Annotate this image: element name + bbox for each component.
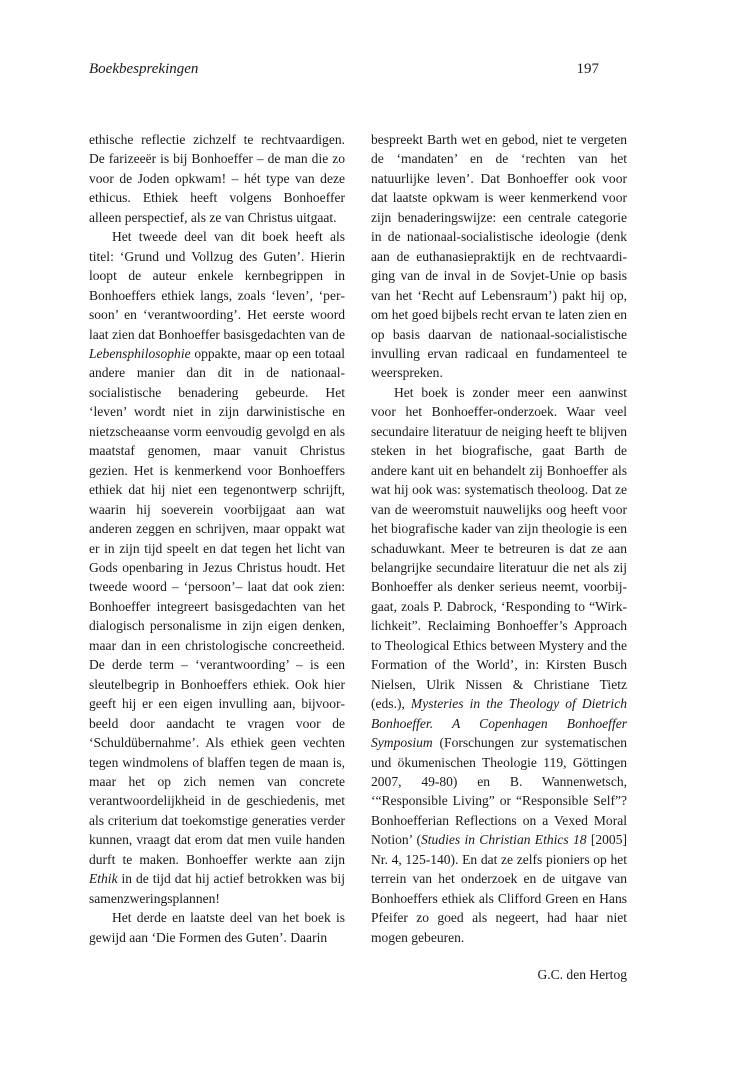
author-signature: G.C. den Hertog [537,967,627,983]
right-p2-text-c: [2005] Nr. 4, 125-140). En dat ze zelfs pioniers op het terrein van het onderzoek en de uitgave van Bonhoeffers ethiek als Clifford Green en Hans Pfeifer zo goed als negeert, had haar niet mogen gebeuren. [371,832,627,945]
section-title: Boekbesprekingen [89,61,199,77]
right-paragraph-1: bespreekt Barth wet en gebod, niet te vergeten de ‘mandaten’ en de ‘rechten van het natuurlijke leven’. Dat Bonhoeffer ook voor dat laatste opkwam is weer kenmerkend voor zijn benaderingswijze: een centrale categorie in de nationaal-socialistische ideologie (denk aan de euthanasiepraktijk en de rechtvaardiging van de inval in de Sovjet-Unie op basis van het ‘Recht auf Lebensraum’) pakt hij op, om het goed bijbels recht ervan te laten zien en op basis daarvan de nationaal-socialistische invulling ervan radicaal en fundamenteel te weerspreken. [371,132,627,381]
right-p2-text-a: Het boek is zonder meer een aanwinst voor het Bonhoeffer-onderzoek. Waar veel secundaire literatuur de neiging heeft te blijven steken in het biografische, gaat Barth de andere kant uit en behandelt zij Bonhoeffer als wat hij ook was: systematisch theoloog. Dat ze van de weeromstuit nauwelijks oog heeft voor het biografische kader van zijn theologie is een schaduwkant. Meer te betreuren is dat ze aan belangrijke secundaire literatuur die net als zij Bonhoeffer als denker serieus neemt, voorbijgaat, zoals P. Dabrock, ‘Responding to “Wirklichkeit”. Reclaiming Bonhoeffer’s Approach to Theological Ethics between Mystery and the Formation of the World’, in: Kirsten Busch Nielsen, Ulrik Nissen & Christiane Tietz (eds.), [371,384,627,712]
right-p2-italic-book-title: Mysteries in the Theology of Dietrich Bonhoeffer. A Copenhagen Bonhoeffer Symposium [371,696,627,751]
right-p2-text-b: (Forschungen zur systematischen und ökumenischen Theologie 119, Göttingen 2007, 49-80) en B. Wannenwetsch, ‘“Responsible Living” or “Responsible Self”? Bonhoefferian Reflections on a Vexed Moral Notion’ ( [371,735,627,848]
left-paragraph-1: ethische reflectie zichzelf te rechtvaardigen. De farizeeër is bij Bonhoeffer – de man die zo voor de Joden opkwam! – hét type van deze ethicus. Ethiek heeft volgens Bonhoeffer alleen perspectief, als ze van Christus uitgaat. [89,132,345,225]
left-column [89,130,345,947]
left-p2-text-c: in de tijd dat hij actief betrokken was bij samenzweringsplannen! [89,871,345,906]
left-paragraph-2 [89,227,345,908]
left-p2-italic-lebensphilosophie: Lebensphilosophie [89,345,191,361]
right-paragraph-2 [371,383,627,947]
left-p2-text-b: oppakte, maar op een totaal andere manier dan dit in de nationaal-socialistische benadering gebeurde. Het ‘leven’ wordt niet in zijn darwinistische en nietzscheaanse vorm eenvoudig gevolgd en als maatstaf genomen, maar vanuit Christus gezien. Het is kenmerkend voor Bonhoeffers ethiek dat hij niet een tegenontwerp schrijft, waarin hij soeverein voorbijgaat aan wat anderen zeggen en schrijven, maar oppakt wat er in zijn tijd speelt en dat tegen het licht van Gods openbaring in Jezus Christus houdt. Het tweede woord – ‘persoon’– laat dat ook zien: Bonhoeffer integreert basisgedachten van het dialogisch personalisme in zijn eigen denken, maar dan in een christologische concreetheid. De derde term – ‘verantwoording’ – is een sleutelbegrip in Bonhoeffers ethiek. Ook hier geeft hij er een eigen invulling aan, bijvoorbeeld door aandacht te vragen voor de ‘Schuldübernahme’. Als ethiek geen vechten tegen windmolens of blaffen tegen de maan is, maar het op zich nemen van concrete verantwoordelijkheid in de geschiedenis, met als criterium dat toekomstige generaties verder kunnen, vraagt dat erom dat men vuile handen durft te maken. Bonhoeffer werkte aan zijn [89,345,345,867]
right-column [371,130,627,984]
running-head [89,61,599,78]
right-p2-italic-journal: Studies in Christian Ethics 18 [420,832,587,848]
left-p2-text-a: Het tweede deel van dit boek heeft als titel: ‘Grund und Vollzug des Guten’. Hierin loopt de auteur enkele kernbegrippen in Bonhoeffers ethiek langs, zoals ‘leven’, ‘persoon’ en ‘verantwoording’. Het eerste woord laat zien dat Bonhoeffer basisgedachten van de [89,229,345,342]
left-paragraph-3: Het derde en laatste deel van het boek is gewijd aan ‘Die Formen des Guten’. Daarin [89,910,345,945]
left-p2-italic-ethik: Ethik [89,871,118,887]
page-number: 197 [576,61,599,77]
